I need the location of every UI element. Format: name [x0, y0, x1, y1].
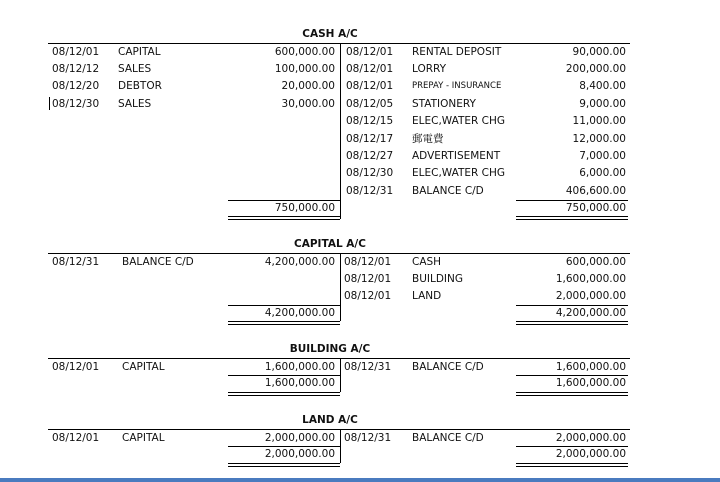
- cash-credit-double-underline: [516, 216, 628, 220]
- credit-amount: 90,000.00: [572, 46, 626, 58]
- cash-row-2: [0, 61, 720, 78]
- capital-row-2: [0, 271, 720, 288]
- debit-date: 08/12/01: [52, 361, 100, 373]
- credit-name: BALANCE C/D: [412, 432, 484, 444]
- land-total-row: [0, 446, 720, 463]
- credit-amount: 9,000.00: [579, 98, 626, 110]
- credit-total: 750,000.00: [565, 202, 626, 214]
- credit-name: PREPAY - INSURANCE: [412, 81, 502, 91]
- credit-name: BUILDING: [412, 273, 464, 285]
- credit-total: 4,200,000.00: [555, 307, 626, 319]
- credit-date: 08/12/15: [346, 115, 394, 127]
- cash-row-7: [0, 148, 720, 165]
- credit-date: 08/12/31: [344, 432, 392, 444]
- cash-row-9: [0, 183, 720, 200]
- credit-date: 08/12/01: [346, 63, 394, 75]
- debit-date: 08/12/31: [52, 256, 100, 268]
- debit-total: 1,600,000.00: [264, 377, 335, 389]
- debit-amount: 4,200,000.00: [264, 256, 335, 268]
- debit-name: CAPITAL: [122, 432, 165, 444]
- building-total-row: [0, 375, 720, 392]
- debit-amount: 100,000.00: [274, 63, 335, 75]
- debit-date: 08/12/01: [52, 432, 100, 444]
- credit-name: LAND: [412, 290, 442, 302]
- credit-amount: 8,400.00: [579, 80, 626, 92]
- debit-name: SALES: [118, 98, 152, 110]
- land-row-1: [0, 430, 720, 447]
- credit-date: 08/12/27: [346, 150, 394, 162]
- credit-name: LORRY: [412, 63, 447, 75]
- cash-row-5: [0, 113, 720, 130]
- credit-name: BALANCE C/D: [412, 361, 484, 373]
- credit-amount: 1,600,000.00: [555, 361, 626, 373]
- debit-amount: 600,000.00: [274, 46, 335, 58]
- credit-name: ELEC,WATER CHG: [412, 167, 506, 179]
- credit-date: 08/12/05: [346, 98, 394, 110]
- building-credit-double-underline: [516, 392, 628, 396]
- debit-amount: 1,600,000.00: [264, 361, 335, 373]
- cash-debit-double-underline: [228, 216, 340, 220]
- credit-date: 08/12/01: [344, 290, 392, 302]
- credit-date: 08/12/01: [344, 256, 392, 268]
- debit-date: 08/12/01: [52, 46, 100, 58]
- cash-row-4: [0, 96, 720, 113]
- debit-total: 4,200,000.00: [264, 307, 335, 319]
- credit-amount: 7,000.00: [579, 150, 626, 162]
- capital-row-3: [0, 288, 720, 305]
- debit-name: BALANCE C/D: [122, 256, 194, 268]
- debit-date: 08/12/20: [52, 80, 100, 92]
- credit-date: 08/12/31: [344, 361, 392, 373]
- building-debit-double-underline: [228, 392, 340, 396]
- credit-total: 2,000,000.00: [555, 448, 626, 460]
- credit-amount: 12,000.00: [572, 133, 626, 145]
- credit-name: STATIONERY: [412, 98, 476, 110]
- capital-row-1: [0, 254, 720, 271]
- credit-amount: 200,000.00: [565, 63, 626, 75]
- credit-name: ELEC,WATER CHG: [412, 115, 506, 127]
- credit-amount: 600,000.00: [565, 256, 626, 268]
- debit-amount: 2,000,000.00: [264, 432, 335, 444]
- debit-amount: 20,000.00: [281, 80, 335, 92]
- cash-account-title: CASH A/C: [302, 28, 358, 40]
- land-debit-double-underline: [228, 463, 340, 467]
- land-account-title: LAND A/C: [302, 414, 358, 426]
- capital-credit-double-underline: [516, 321, 628, 325]
- land-credit-double-underline: [516, 463, 628, 467]
- debit-total: 750,000.00: [274, 202, 335, 214]
- credit-date: 08/12/30: [346, 167, 394, 179]
- window-bottom-edge: [0, 478, 720, 482]
- credit-date: 08/12/01: [346, 80, 394, 92]
- credit-date: 08/12/31: [346, 185, 394, 197]
- debit-name: SALES: [118, 63, 152, 75]
- capital-debit-double-underline: [228, 321, 340, 325]
- debit-total: 2,000,000.00: [264, 448, 335, 460]
- debit-date: 08/12/12: [52, 63, 100, 75]
- debit-date: 08/12/30: [52, 98, 100, 110]
- credit-name: 郵電費: [412, 133, 444, 145]
- building-account-title: BUILDING A/C: [289, 343, 371, 355]
- credit-amount: 2,000,000.00: [555, 290, 626, 302]
- capital-total-row: [0, 305, 720, 322]
- credit-name: CASH: [412, 256, 442, 268]
- credit-amount: 2,000,000.00: [555, 432, 626, 444]
- cash-row-8: [0, 165, 720, 182]
- debit-amount: 30,000.00: [281, 98, 335, 110]
- credit-name: RENTAL DEPOSIT: [412, 46, 502, 58]
- debit-name: CAPITAL: [122, 361, 165, 373]
- credit-date: 08/12/01: [344, 273, 392, 285]
- credit-amount: 6,000.00: [579, 167, 626, 179]
- cash-row-3: [0, 78, 720, 95]
- credit-total: 1,600,000.00: [555, 377, 626, 389]
- credit-name: BALANCE C/D: [412, 185, 484, 197]
- credit-name: ADVERTISEMENT: [412, 150, 501, 162]
- debit-name: CAPITAL: [118, 46, 161, 58]
- cash-row-1: [0, 44, 720, 61]
- credit-amount: 406,600.00: [565, 185, 626, 197]
- cash-total-row: [0, 200, 720, 217]
- credit-date: 08/12/01: [346, 46, 394, 58]
- cash-row-6: [0, 131, 720, 148]
- capital-account-title: CAPITAL A/C: [294, 238, 366, 250]
- credit-amount: 1,600,000.00: [555, 273, 626, 285]
- credit-date: 08/12/17: [346, 133, 394, 145]
- building-row-1: [0, 359, 720, 376]
- debit-name: DEBTOR: [118, 80, 162, 92]
- credit-amount: 11,000.00: [572, 115, 626, 127]
